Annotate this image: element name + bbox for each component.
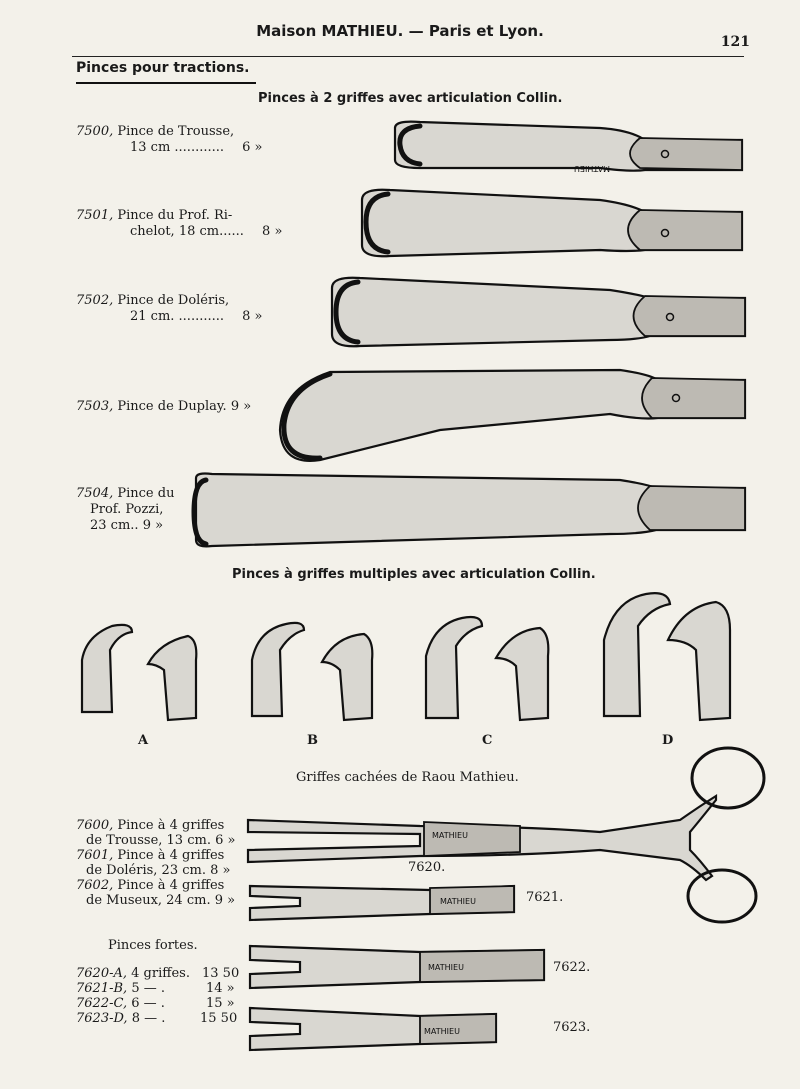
item-number: 7620-A,: [76, 966, 127, 981]
item-name: Pince de Trousse,: [117, 124, 235, 139]
item-price: 6 »: [242, 140, 263, 155]
forceps-7502-illustration: [332, 278, 745, 347]
section-title: Pinces pour tractions.: [76, 60, 250, 76]
item-number: 7500,: [76, 124, 114, 139]
item-desc: Pince à 4 griffes: [117, 848, 225, 863]
item-name: Pince de Duplay.: [117, 399, 227, 414]
subheading-griffes-multiples: Pinces à griffes multiples avec articulation Collin.: [232, 567, 596, 582]
item-price: 8 »: [242, 309, 263, 324]
engraving-mathieu: MATHIEU: [574, 164, 610, 173]
forceps-7504-illustration: [194, 474, 745, 547]
item-price: 9 »: [230, 399, 252, 414]
jaw-label-a: A: [138, 733, 149, 748]
item-desc: de Doléris, 23 cm.: [86, 863, 206, 878]
item-desc: Pince à 4 griffes: [117, 818, 225, 833]
engraving-mathieu: MATHIEU: [432, 831, 468, 840]
item-name: Pince du: [117, 486, 175, 501]
forceps-7622-illustration: [250, 946, 544, 988]
item-desc: de Museux, 24 cm.: [86, 893, 211, 908]
item-number: 7601,: [76, 848, 114, 863]
page-number: 121: [720, 34, 750, 50]
fortes-title: Pinces fortes.: [108, 938, 198, 953]
item-price: 15 50: [200, 1011, 238, 1026]
engraving-mathieu: MATHIEU: [440, 897, 476, 906]
item-price: 14 »: [206, 981, 235, 996]
figure-label-7622: 7622.: [553, 960, 591, 975]
item-size: 23 cm..: [90, 518, 139, 533]
item-number: 7504,: [76, 486, 114, 501]
item-price: 15 »: [206, 996, 235, 1011]
forceps-7623-illustration: [250, 1008, 496, 1050]
item-price: 8 »: [210, 863, 231, 878]
item-desc: de Trousse, 13 cm.: [86, 833, 211, 848]
item-number: 7623-D,: [76, 1011, 128, 1026]
engraving-mathieu: MATHIEU: [428, 963, 464, 972]
item-number: 7503,: [76, 399, 114, 414]
item-desc: 6 — .: [131, 996, 165, 1011]
item-number: 7501,: [76, 208, 114, 223]
item-price: 13 50: [202, 966, 240, 981]
item-price: 6 »: [215, 833, 236, 848]
jaw-illustration-d: [604, 593, 730, 720]
page-header: Maison MATHIEU. — Paris et Lyon.: [256, 22, 544, 40]
jaw-label-d: D: [662, 733, 674, 748]
forceps-7503-illustration: [280, 370, 745, 461]
item-size: 21 cm. ...........: [130, 309, 225, 324]
figure-label-7620: 7620.: [408, 860, 446, 875]
item-number: 7502,: [76, 293, 114, 308]
item-number: 7602,: [76, 878, 114, 893]
item-number: 7622-C,: [76, 996, 128, 1011]
subheading-griffes-cachees: Griffes cachées de Raou Mathieu.: [296, 770, 519, 785]
item-price: 8 »: [262, 224, 283, 239]
figure-label-7623: 7623.: [553, 1020, 591, 1035]
forceps-7621-illustration: [250, 886, 514, 920]
item-price: 9 »: [142, 518, 164, 533]
item-name-cont: Prof. Pozzi,: [90, 502, 164, 517]
engraving-mathieu: MATHIEU: [424, 1027, 460, 1036]
jaw-label-b: B: [307, 733, 318, 748]
item-size: chelot, 18 cm......: [130, 224, 244, 239]
item-number: 7621-B,: [76, 981, 128, 996]
item-desc: Pince à 4 griffes: [117, 878, 225, 893]
item-number: 7600,: [76, 818, 114, 833]
forceps-7500-illustration: [395, 122, 742, 173]
item-desc: 4 griffes.: [131, 966, 190, 981]
jaw-illustration-c: [426, 617, 548, 720]
item-name: Pince de Doléris,: [117, 293, 230, 308]
jaw-illustration-a: [82, 625, 196, 720]
jaw-label-c: C: [482, 733, 493, 748]
figure-label-7621: 7621.: [526, 890, 564, 905]
jaw-illustration-b: [252, 623, 372, 720]
item-size: 13 cm ............: [130, 140, 225, 155]
forceps-7501-illustration: [362, 190, 742, 257]
item-desc: 5 — .: [131, 981, 165, 996]
item-desc: 8 — .: [131, 1011, 166, 1026]
item-name: Pince du Prof. Ri-: [117, 208, 233, 223]
subheading-collin-2griffes: Pinces à 2 griffes avec articulation Collin.: [258, 91, 563, 106]
item-price: 9 »: [214, 893, 236, 908]
